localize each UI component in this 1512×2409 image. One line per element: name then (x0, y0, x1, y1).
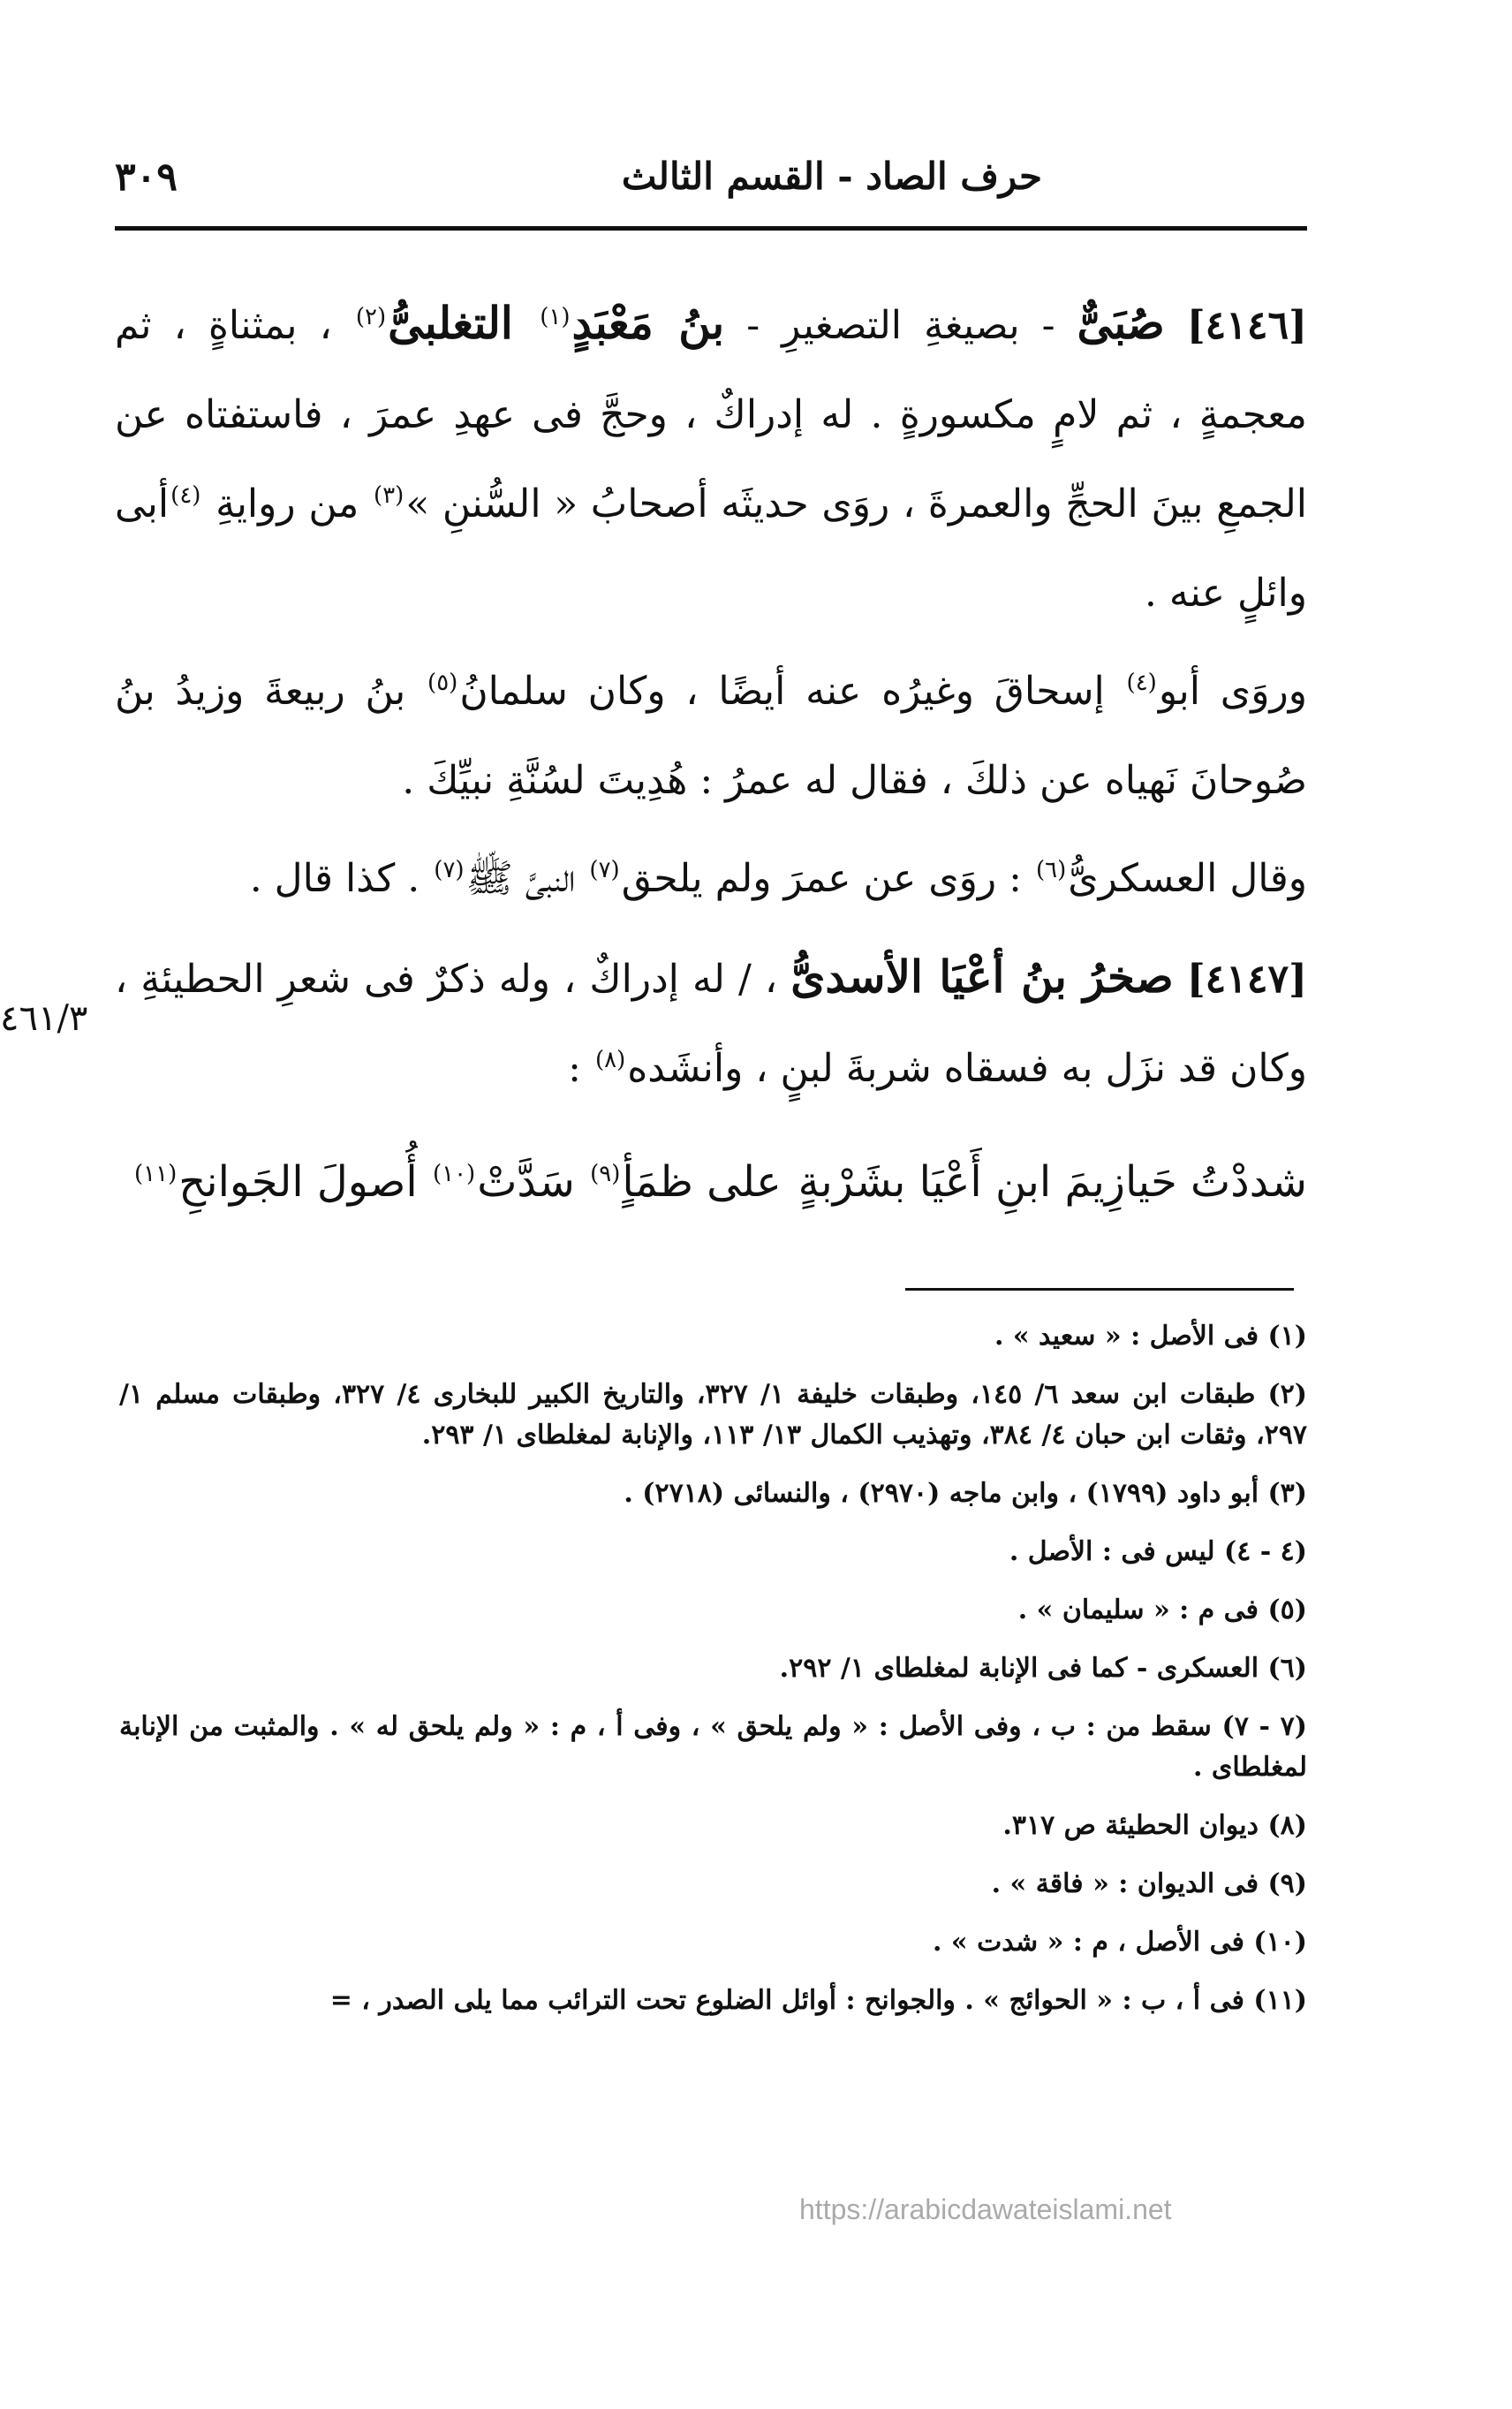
entry-4147 (115, 932, 1307, 1113)
watermark-url: https://arabicdawateislami.net (799, 2193, 1172, 2225)
text-run: . كذا قال . (249, 856, 433, 901)
entry-name: صخرُ بنُ أعْيَا الأسدىُّ (790, 951, 1174, 1003)
verse-first-hemistich: شددْتُ حَيازِيمَ ابنِ أَعْيَا بشَرْبةٍ (798, 1157, 1307, 1207)
entry-number: [٤١٤٦] (1186, 303, 1307, 348)
text-run: ، / له إدراكٌ ، وله ذكرٌ فى شعرِ الحطيئةِ ، وكان قد نزَل به فسقاه شربةَ لبنٍ ، وأنشَده (115, 957, 1307, 1091)
text-run: بنُ ربيعةَ وزيدُ بنُ صُوحانَ نَهياه عن ذلكَ ، فقال له عمرُ : هُدِيتَ لسُنَّةِ نبيِّكَ . (115, 669, 1307, 803)
footnote: (١١) فى أ ، ب : « الحوائج » . والجوانح : أوائل الضلوع تحت الترائب مما يلى الصدر ، = (329, 1985, 1307, 2016)
text-run: سَدَّتْ (477, 1157, 589, 1207)
text-run: أبى وائلٍ عنه . (115, 481, 1307, 616)
entry-4146 (115, 278, 1307, 638)
footnote-marker: (٥) (427, 670, 458, 697)
footnote: (٥) فى م : « سليمان » . (1017, 1595, 1307, 1625)
main-text (115, 278, 1307, 1122)
text-run: : روَى عن عمرَ ولم يلحق (621, 856, 1034, 901)
running-title: حرف الصاد - القسم الثالث (621, 155, 1042, 198)
footnote-marker: (١) (540, 304, 571, 331)
footnote-marker: (٤) (1126, 670, 1157, 697)
footnote-marker: (٩) (590, 1161, 621, 1187)
text-run: على ظمَأٍ (622, 1157, 782, 1207)
footnote-marker: (٤) (170, 482, 201, 510)
entry-name: صُبَىٌّ (1077, 297, 1165, 349)
text-run: : (568, 1046, 593, 1091)
footnote: (٧ - ٧) سقط من : ب ، وفى الأصل : « ولم يلحق » ، وفى أ ، م : « ولم يلحق له » . والمثبت من الإنابة لمغلطاى . (119, 1711, 1307, 1783)
text-run: أُصولَ الجَوانحِ (178, 1157, 431, 1207)
entry-nisba: التغلبىُّ (388, 297, 539, 349)
page-number: ٣٠٩ (115, 155, 178, 200)
footnote: (٢) طبقات ابن سعد ٦/ ١٤٥، وطبقات خليفة ١/ ٣٢٧، والتاريخ الكبير للبخارى ٤/ ٣٢٧، وطبقات مسلم ١/ ٢٩٧، وثقات ابن حبان ٤/ ٣٨٤، وتهذيب الكمال ١٣/ ١١٣، والإنابة لمغلطاى ١/ ٢٩٣. (119, 1379, 1307, 1451)
text-run: ، بمثناةٍ ، ثم معجمةٍ ، ثم لامٍ مكسورةٍ . له إدراكٌ ، وحجَّ فى عهدِ عمرَ ، فاستفتاه عن الجمعِ بينَ الحجِّ والعمرةَ ، روَى حديثَه أصحابُ « السُّننِ » (115, 303, 1308, 526)
footnote-marker: (٦) (1035, 857, 1067, 884)
paragraph-abu-ishaq (115, 647, 1307, 825)
text-run: وروَى أبو (1158, 669, 1307, 714)
header-rule (115, 226, 1307, 231)
volume-page-reference: ٤٦١/٣ (0, 998, 88, 1039)
paragraph-askari (115, 834, 1307, 923)
text-run: إسحاقَ وغيرُه عنه أيضًا ، وكان سلمانُ (459, 669, 1125, 714)
footnote-marker: (٢) (355, 304, 387, 331)
text-run: وقال العسكرىُّ (1068, 856, 1307, 901)
footnotes (119, 1316, 1307, 2039)
footnote: (١٠) فى الأصل ، م : « شدت » . (932, 1927, 1307, 1958)
footnote-marker: (٧) (589, 857, 620, 884)
footnote: (٣) أبو داود (١٧٩٩) ، وابن ماجه (٢٩٧٠) ، والنسائى (٢٧١٨) . (624, 1478, 1307, 1509)
footnote: (٦) العسكرى - كما فى الإنابة لمغلطاى ١/ ٢٩٢. (779, 1653, 1307, 1684)
footnote: (٩) فى الديوان : « فاقة » . (991, 1868, 1307, 1899)
footnote: (٨) ديوان الحطيئة ص ٣١٧. (1002, 1810, 1307, 1841)
footnote-marker: (٧) (434, 857, 465, 884)
footnote-marker: (٣) (374, 482, 404, 510)
footnote-separator (905, 1288, 1294, 1291)
footnote-marker: (٨) (594, 1047, 626, 1074)
poetry-verse (115, 1157, 1307, 1228)
text-run: - بصيغةِ التصغيرِ - (724, 303, 1077, 348)
footnote: (٤ - ٤) ليس فى : الأصل . (1009, 1536, 1307, 1567)
text-run: من روايةِ (202, 481, 373, 526)
entry-name-part: بنُ مَعْبَدٍ (571, 297, 725, 349)
footnote-marker: (١١) (134, 1161, 178, 1187)
footnote: (١) فى الأصل : « سعيد » . (994, 1321, 1307, 1352)
verse-second-hemistich (132, 1157, 782, 1207)
text-run: النبىَّ ﷺ (465, 856, 588, 901)
page-header (115, 155, 1307, 216)
footnote-marker: (١٠) (432, 1161, 476, 1187)
entry-number: [٤١٤٧] (1186, 957, 1307, 1002)
